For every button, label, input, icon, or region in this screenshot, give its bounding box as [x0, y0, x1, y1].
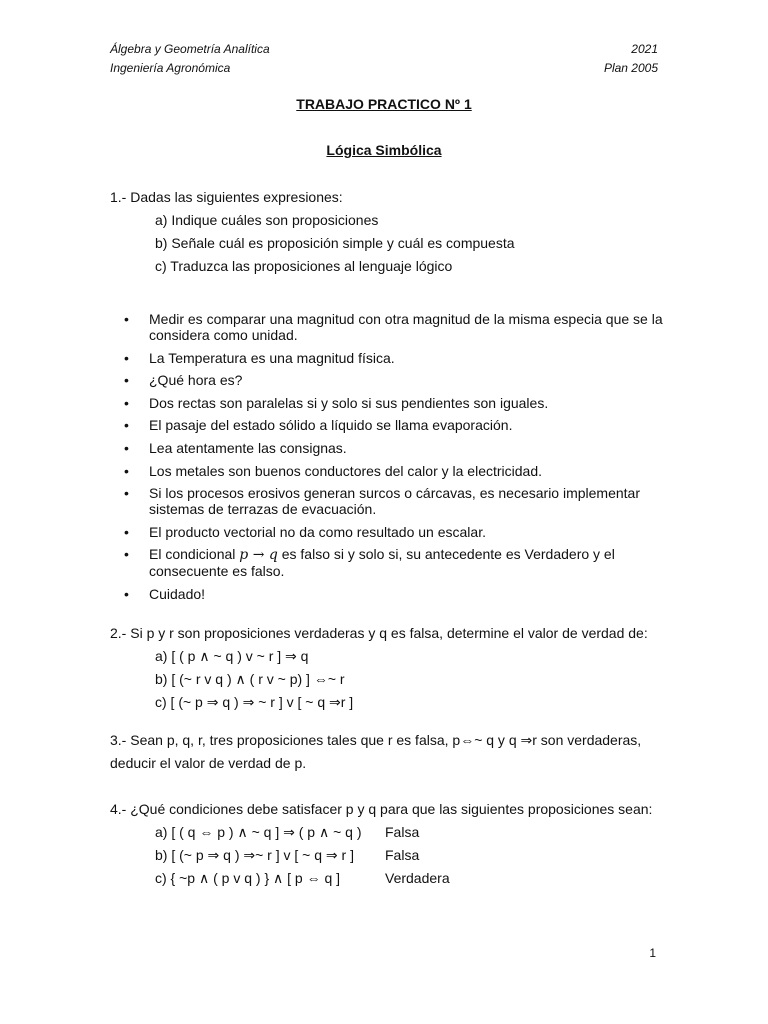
header-subject: Álgebra y Geometría Analítica	[110, 42, 270, 56]
bullet-icon: •	[124, 546, 129, 563]
page-number: 1	[649, 946, 656, 960]
list-item	[110, 395, 670, 411]
list-item-text: Si los procesos erosivos generan surcos o cárcavas, es necesario implementar sistemas de terrazas de evacuación.	[149, 485, 641, 518]
question-3-text: 3.- Sean p, q, r, tres proposiciones tales que r es falsa, p⇔~ q y q ⇒r son verdaderas, deducir el valor de verdad de p.	[110, 732, 642, 771]
list-item	[110, 524, 670, 540]
question-4-formula-b: b) [ (~ p ⇒ q ) ⇒~ r ] v [ ~ q ⇒ r ]	[155, 847, 354, 863]
question-4-formula-a: a) [ ( q ⇔ p ) ∧ ~ q ] ⇒ ( p ∧ ~ q )	[155, 824, 362, 840]
question-4-item-c	[110, 867, 670, 890]
question-4-formula-c: c) { ~p ∧ ( p v q ) } ∧ [ p ⇔ q ]	[155, 870, 341, 886]
list-item-text: La Temperatura es una magnitud física.	[149, 349, 395, 366]
question-4-item-a	[110, 821, 670, 844]
page-title: TRABAJO PRACTICO Nº 1	[296, 96, 472, 112]
list-item	[110, 417, 670, 433]
bullet-icon: •	[124, 311, 129, 327]
bullet-icon: •	[124, 349, 129, 366]
question-1-prompt: 1.- Dadas las siguientes expresiones:	[110, 189, 343, 205]
question-1-item-a: a) Indique cuáles son proposiciones	[155, 212, 379, 228]
question-1	[110, 186, 670, 278]
bullet-icon: •	[124, 372, 129, 389]
header-left	[110, 40, 270, 78]
question-2-prompt: 2.- Si p y r son proposiciones verdaderas y q es falsa, determine el valor de verdad de:	[110, 625, 648, 641]
question-1-item-b: b) Señale cuál es proposición simple y cuál es compuesta	[155, 235, 515, 251]
list-item-conditional	[110, 546, 670, 579]
bullet-icon: •	[124, 585, 129, 602]
bullet-icon: •	[124, 417, 129, 434]
list-item-text: El producto vectorial no da como resultado un escalar.	[149, 523, 486, 540]
list-item-text: El pasaje del estado sólido a líquido se llama evaporación.	[149, 417, 513, 434]
bullet-icon: •	[124, 485, 129, 502]
header-plan: Plan 2005	[603, 61, 658, 75]
question-2-item-c: c) [ (~ p ⇒ q ) ⇒ ~ r ] v [ ~ q ⇒r ]	[155, 694, 354, 710]
question-4-value-b: Falsa	[385, 847, 420, 863]
list-item-text: Los metales son buenos conductores del calor y la electricidad.	[149, 462, 542, 479]
bullet-icon: •	[124, 462, 129, 479]
conditional-text-before: El condicional	[149, 546, 240, 563]
bullet-icon: •	[124, 394, 129, 411]
question-2-item-b: b) [ (~ r v q ) ∧ ( r v ~ p) ] ⇔~ r	[155, 671, 345, 687]
header-program: Ingeniería Agronómica	[110, 61, 231, 75]
list-item	[110, 440, 670, 456]
page-subtitle: Lógica Simbólica	[326, 142, 442, 158]
bullet-icon: •	[124, 439, 129, 456]
list-item-text: Lea atentamente las consignas.	[149, 439, 347, 456]
list-item-text: Dos rectas son paralelas si y solo si sus pendientes son iguales.	[149, 394, 549, 411]
conditional-math: p → q	[239, 547, 278, 564]
question-4-value-c: Verdadera	[385, 870, 450, 886]
header-right	[604, 40, 658, 78]
question-4	[110, 798, 670, 890]
question-4-item-b	[110, 844, 670, 867]
question-1-items	[110, 209, 670, 278]
question-1-item-c: c) Traduzca las proposiciones al lenguaje lógico	[155, 258, 453, 274]
list-item-text: Cuidado!	[149, 585, 206, 602]
question-4-prompt: 4.- ¿Qué condiciones debe satisfacer p y q para que las siguientes proposiciones sean:	[110, 801, 653, 817]
header-year: 2021	[631, 42, 658, 56]
question-2-item-a: a) [ ( p ∧ ~ q ) v ~ r ] ⇒ q	[155, 648, 309, 664]
list-item	[110, 586, 670, 602]
expression-list	[110, 311, 670, 609]
list-item	[110, 485, 670, 517]
list-item	[110, 463, 670, 479]
question-2	[110, 622, 670, 714]
bullet-icon: •	[124, 523, 129, 540]
question-4-value-a: Falsa	[385, 824, 420, 840]
list-item	[110, 311, 670, 343]
list-item	[110, 350, 670, 366]
list-item-text: Medir es comparar una magnitud con otra magnitud de la misma especia que se la considera como unidad.	[149, 311, 663, 343]
conditional-text-after: es falso si y solo si, su antecedente es Verdadero y el consecuente es falso.	[149, 546, 615, 580]
question-3	[110, 729, 670, 775]
question-2-items	[110, 645, 670, 714]
list-item-text: ¿Qué hora es?	[149, 372, 243, 389]
list-item	[110, 372, 670, 388]
